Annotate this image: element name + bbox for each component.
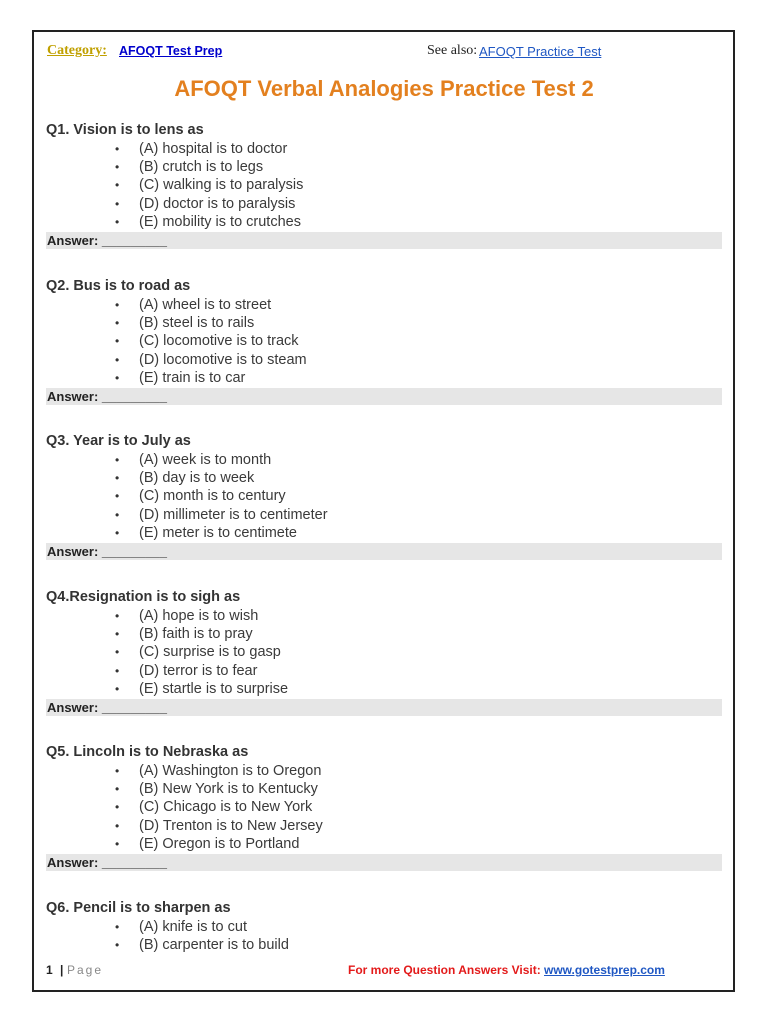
- bullet-icon: •: [115, 196, 120, 211]
- answer-line: Answer: _________: [46, 543, 722, 560]
- option-text: (A) hope is to wish: [139, 608, 259, 624]
- question-text: Q4.Resignation is to sigh as: [46, 589, 241, 605]
- option-item: [46, 176, 722, 194]
- option-text: (C) month is to century: [139, 488, 286, 505]
- option-item: [46, 918, 722, 936]
- question-block: [46, 587, 722, 716]
- category-link[interactable]: AFOQT Test Prep: [119, 44, 223, 58]
- bullet-icon: •: [115, 920, 120, 934]
- option-item: [46, 762, 722, 780]
- option-text: (A) Washington is to Oregon: [139, 763, 322, 779]
- bullet-icon: •: [115, 681, 120, 696]
- option-text: (C) walking is to paralysis: [139, 177, 304, 194]
- bullet-icon: •: [115, 298, 120, 312]
- bullet-icon: •: [115, 471, 120, 486]
- option-item: [46, 643, 722, 661]
- more-answers-text: For more Question Answers Visit:: [348, 963, 541, 977]
- see-also-label: See also:: [427, 43, 478, 58]
- options-list: [46, 140, 722, 231]
- answer-line: Answer: _________: [46, 232, 722, 249]
- option-item: [46, 369, 722, 387]
- option-text: (A) knife is to cut: [139, 919, 247, 935]
- option-text: (B) steel is to rails: [139, 315, 255, 332]
- option-text: (D) millimeter is to centimeter: [139, 506, 328, 523]
- bullet-icon: •: [115, 178, 120, 193]
- option-item: [46, 625, 722, 643]
- bullet-icon: •: [115, 782, 120, 797]
- option-item: [46, 351, 722, 369]
- option-item: [46, 936, 722, 954]
- bullet-icon: •: [115, 525, 120, 540]
- question-text: Q5. Lincoln is to Nebraska as: [46, 744, 249, 760]
- option-text: (D) doctor is to paralysis: [139, 195, 296, 212]
- option-item: [46, 817, 722, 835]
- option-text: (E) startle is to surprise: [139, 680, 289, 697]
- option-text: (C) surprise is to gasp: [139, 644, 281, 661]
- option-text: (E) Oregon is to Portland: [139, 835, 300, 852]
- page-footer: [46, 963, 726, 981]
- page-title: AFOQT Verbal Analogies Practice Test 2: [174, 76, 594, 101]
- option-text: (C) locomotive is to track: [139, 333, 299, 350]
- option-text: (B) faith is to pray: [139, 626, 253, 643]
- option-item: [46, 213, 722, 231]
- page-separator: |: [60, 963, 64, 977]
- bullet-icon: •: [115, 142, 120, 156]
- option-item: [46, 835, 722, 853]
- bullet-icon: •: [115, 818, 120, 833]
- bullet-icon: •: [115, 800, 120, 815]
- option-text: (B) day is to week: [139, 470, 255, 487]
- option-item: [46, 195, 722, 213]
- options-list: [46, 918, 722, 954]
- bullet-icon: •: [115, 645, 120, 660]
- answer-line: Answer: _________: [46, 854, 722, 871]
- option-item: [46, 469, 722, 487]
- option-text: (B) New York is to Kentucky: [139, 781, 318, 798]
- bullet-icon: •: [115, 370, 120, 385]
- question-block: [46, 276, 722, 405]
- category-label: Category:: [47, 43, 107, 58]
- option-item: [46, 332, 722, 350]
- option-text: (A) wheel is to street: [139, 297, 272, 313]
- see-also-link[interactable]: AFOQT Practice Test: [479, 44, 602, 59]
- question-text: Q2. Bus is to road as: [46, 278, 191, 294]
- option-text: (A) week is to month: [139, 452, 272, 468]
- option-item: [46, 158, 722, 176]
- site-link[interactable]: www.gotestprep.com: [544, 963, 665, 977]
- option-item: [46, 662, 722, 680]
- option-item: [46, 140, 722, 158]
- question-text: Q3. Year is to July as: [46, 433, 191, 449]
- option-text: (C) Chicago is to New York: [139, 799, 313, 816]
- option-item: [46, 487, 722, 505]
- question-block: [46, 120, 722, 249]
- bullet-icon: •: [115, 453, 120, 467]
- option-item: [46, 680, 722, 698]
- option-text: (E) train is to car: [139, 369, 246, 386]
- option-item: [46, 798, 722, 816]
- bullet-icon: •: [115, 352, 120, 367]
- answer-line: Answer: _________: [46, 699, 722, 716]
- option-text: (A) hospital is to doctor: [139, 141, 288, 157]
- bullet-icon: •: [115, 507, 120, 522]
- option-item: [46, 506, 722, 524]
- bullet-icon: •: [115, 160, 120, 175]
- page-word: Page: [67, 963, 104, 977]
- bullet-icon: •: [115, 316, 120, 331]
- option-text: (D) terror is to fear: [139, 662, 258, 679]
- question-text: Q6. Pencil is to sharpen as: [46, 900, 231, 916]
- bullet-icon: •: [115, 214, 120, 229]
- bullet-icon: •: [115, 334, 120, 349]
- option-item: [46, 314, 722, 332]
- bullet-icon: •: [115, 663, 120, 678]
- option-item: [46, 607, 722, 625]
- option-text: (B) crutch is to legs: [139, 159, 264, 176]
- option-text: (D) Trenton is to New Jersey: [139, 817, 323, 834]
- page-number: 1: [46, 963, 53, 977]
- bullet-icon: •: [115, 836, 120, 851]
- question-block: [46, 898, 722, 954]
- bullet-icon: •: [115, 938, 120, 953]
- option-text: (E) mobility is to crutches: [139, 213, 301, 230]
- bullet-icon: •: [115, 627, 120, 642]
- question-text: Q1. Vision is to lens as: [46, 122, 204, 138]
- options-list: [46, 607, 722, 698]
- option-item: [46, 524, 722, 542]
- options-list: [46, 762, 722, 853]
- options-list: [46, 451, 722, 542]
- option-text: (E) meter is to centimete: [139, 524, 297, 541]
- bullet-icon: •: [115, 764, 120, 778]
- option-item: [46, 780, 722, 798]
- answer-line: Answer: _________: [46, 388, 722, 405]
- question-block: [46, 742, 722, 871]
- option-item: [46, 296, 722, 314]
- option-text: (B) carpenter is to build: [139, 937, 289, 954]
- option-text: (D) locomotive is to steam: [139, 351, 307, 368]
- bullet-icon: •: [115, 609, 120, 623]
- option-item: [46, 451, 722, 469]
- bullet-icon: •: [115, 489, 120, 504]
- question-block: [46, 431, 722, 560]
- page-header: [47, 43, 727, 63]
- options-list: [46, 296, 722, 387]
